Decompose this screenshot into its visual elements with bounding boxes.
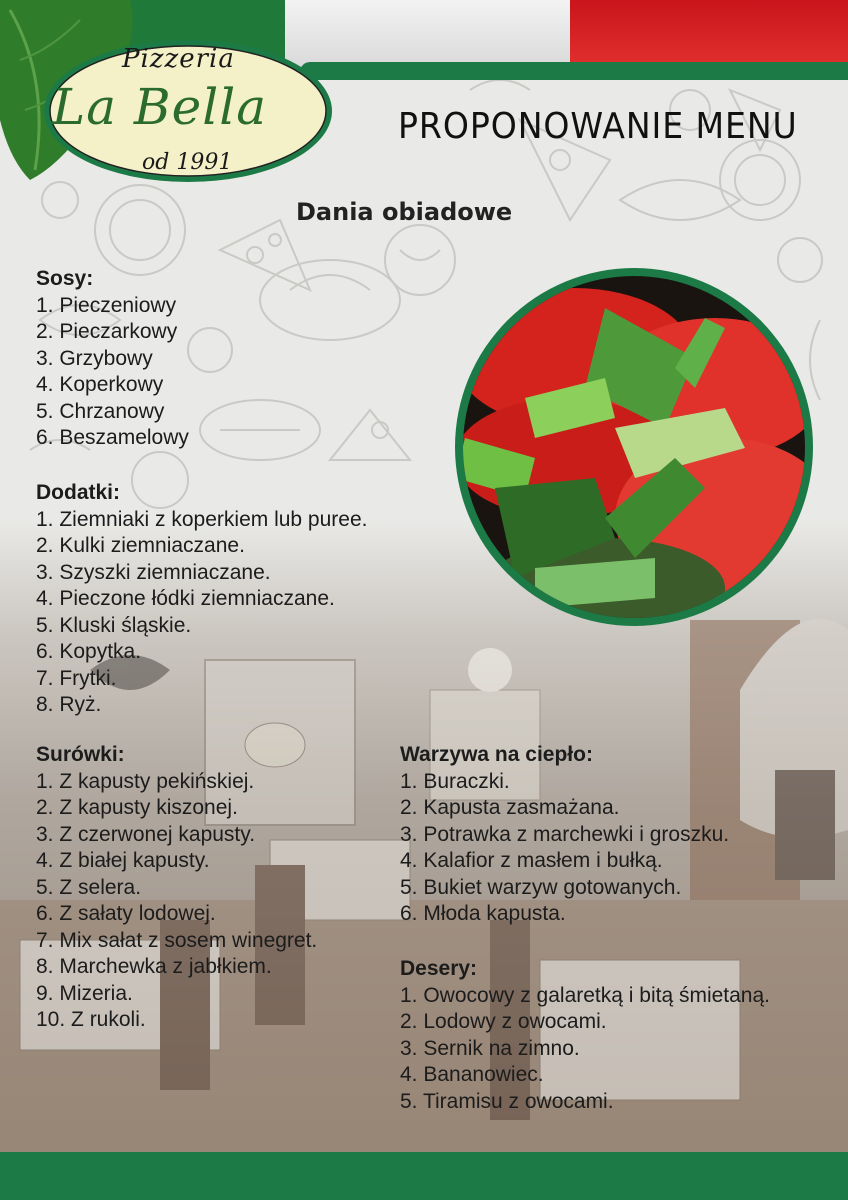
list-item: 5. Bukiet warzyw gotowanych. [400,875,682,899]
list-item: 10. Z rukoli. [36,1008,146,1031]
list-item: 8. Ryż. [36,693,102,716]
list-item: 3. Grzybowy [36,346,153,370]
list-item: 5. Tiramisu z owocami. [400,1089,614,1113]
dodatki-title: Dodatki: [36,481,120,504]
list-item: 2. Kulki ziemniaczane. [36,534,245,557]
list-item: 9. Mizeria. [36,981,133,1005]
list-item: 5. Z selera. [36,875,142,899]
list-item: 8. Marchewka z jabłkiem. [36,955,272,978]
sosy-title: Sosy: [36,267,94,290]
list-item: 2. Kapusta zasmażana. [400,796,620,819]
list-item: 3. Szyszki ziemniaczane. [36,560,271,584]
list-item: 2. Z kapusty kiszonej. [36,796,238,819]
list-item: 3. Sernik na zimno. [400,1036,580,1060]
list-item: 4. Kalafior z masłem i bułką. [400,849,663,872]
menu-title: PROPONOWANIE MENU [398,106,798,147]
section-title: Dania obiadowe [296,198,513,226]
list-item: 6. Młoda kapusta. [400,902,566,925]
list-item: 4. Pieczone łódki ziemniaczane. [36,587,335,610]
list-item: 3. Z czerwonej kapusty. [36,822,256,846]
list-item: 1. Owocowy z galaretką i bitą śmietaną. [400,983,771,1007]
header-green-band [300,62,848,80]
list-item: 4. Bananowiec. [400,1063,544,1086]
list-item: 5. Kluski śląskie. [36,613,192,637]
dodatki-section [36,480,367,719]
sosy-section [36,266,189,452]
list-item: 6. Beszamelowy [36,426,189,449]
warzywa-title: Warzywa na ciepło: [400,743,593,766]
list-item: 6. Kopytka. [36,640,142,663]
list-item: 4. Koperkowy [36,373,164,396]
desery-title: Desery: [400,957,478,980]
list-item: 5. Chrzanowy [36,399,165,423]
footer-green-bar [0,1152,848,1200]
list-item: 7. Frytki. [36,666,117,690]
list-item: 2. Lodowy z owocami. [400,1010,607,1033]
logo-brand-name: La Bella [52,78,268,136]
list-item: 1. Buraczki. [400,769,510,793]
list-item: 1. Z kapusty pekińskiej. [36,769,255,793]
list-item: 2. Pieczarkowy [36,320,178,343]
logo-since-text: od 1991 [142,150,233,175]
list-item: 6. Z sałaty lodowej. [36,902,216,925]
desery-section [400,956,770,1115]
list-item: 1. Ziemniaki z koperkiem lub puree. [36,507,368,531]
list-item: 3. Potrawka z marchewki i groszku. [400,822,730,846]
logo-pizzeria-text: Pizzeria [122,44,235,74]
surowki-title: Surówki: [36,743,125,766]
surowki-section [36,742,317,1034]
list-item: 4. Z białej kapusty. [36,849,210,872]
warzywa-section [400,742,729,928]
list-item: 7. Mix sałat z sosem winegret. [36,928,318,952]
list-item: 1. Pieczeniowy [36,293,177,317]
tomato-salad-photo [455,268,813,626]
